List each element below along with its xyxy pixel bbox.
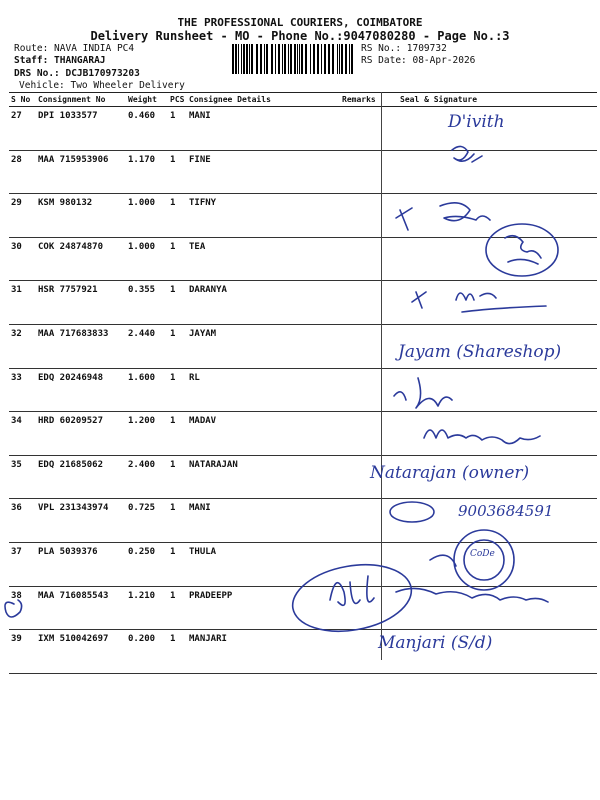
cell-sno: 36 [11, 503, 22, 514]
barcode-bar [235, 44, 237, 74]
cell-weight: 2.400 [128, 459, 156, 470]
signature-row39: Manjari (S/d) [378, 633, 493, 653]
table-row [9, 151, 597, 195]
company-title: THE PROFESSIONAL COURIERS, COIMBATORE [177, 16, 423, 29]
col-seal-signature: Seal & Signature [400, 95, 478, 104]
rs-number: RS No.: 1709732 [361, 43, 447, 54]
cell-sno: 28 [11, 154, 22, 165]
barcode-bar [317, 44, 319, 74]
cell-sno: 30 [11, 241, 22, 252]
barcode-bar [294, 44, 296, 74]
cell-consignment: KSM 980132 [38, 198, 93, 209]
signature-row32: Jayam (Shareshop) [398, 342, 562, 362]
barcode-bar [282, 44, 283, 74]
signature-row36-phone: 9003684591 [458, 502, 554, 520]
cell-weight: 2.440 [128, 328, 156, 339]
cell-consignee: FINE [189, 154, 211, 165]
barcode-bar [275, 44, 276, 74]
cell-weight: 0.725 [128, 503, 156, 514]
barcode-bar [310, 44, 311, 74]
cell-sno: 34 [11, 416, 22, 427]
cell-sno: 37 [11, 546, 22, 557]
cell-sno: 38 [11, 590, 22, 601]
barcode-bar [278, 44, 280, 74]
col-consignment: Consignment No [38, 95, 106, 104]
cell-pcs: 1 [170, 590, 176, 601]
cell-pcs: 1 [170, 459, 176, 470]
cell-weight: 1.200 [128, 416, 156, 427]
cell-weight: 0.200 [128, 634, 156, 645]
cell-sno: 27 [11, 111, 22, 121]
cell-pcs: 1 [170, 328, 176, 339]
cell-weight: 0.460 [128, 111, 156, 121]
cell-consignment: IXM 510042697 [38, 634, 109, 645]
barcode-bar [345, 44, 347, 74]
staff-label: Staff: THANGARAJ [14, 55, 106, 66]
cell-consignee: THULA [189, 546, 217, 557]
cell-weight: 1.000 [128, 198, 156, 209]
cell-pcs: 1 [170, 503, 176, 514]
cell-consignee: RL [189, 372, 200, 383]
signature-row27: D'ivith [448, 112, 505, 132]
cell-consignee: TEA [189, 241, 206, 252]
cell-pcs: 1 [170, 416, 176, 427]
cell-consignee: MANI [189, 503, 211, 514]
col-weight: Weight [128, 95, 157, 104]
cell-consignment: EDQ 21685062 [38, 459, 104, 470]
cell-consignee: MANI [189, 111, 211, 121]
table-row [9, 281, 597, 325]
cell-consignment: PLA 5039376 [38, 546, 98, 557]
cell-sno: 29 [11, 198, 22, 209]
barcode-bar [251, 44, 253, 74]
cell-pcs: 1 [170, 198, 176, 209]
barcode-bar [246, 44, 248, 74]
cell-pcs: 1 [170, 285, 176, 296]
cell-consignment: MAA 717683833 [38, 328, 109, 339]
cell-consignment: VPL 231343974 [38, 503, 109, 514]
table-row [9, 499, 597, 543]
col-pcs: PCS [170, 95, 185, 104]
table-body [9, 107, 597, 674]
barcode-bar [341, 44, 343, 74]
barcode-bar [349, 44, 350, 74]
cell-weight: 1.600 [128, 372, 156, 383]
cell-sno: 31 [11, 285, 22, 296]
runsheet-table [9, 92, 597, 674]
cell-consignee: MANJARI [189, 634, 227, 645]
barcode-bar [305, 44, 307, 74]
cell-consignee: DARANYA [189, 285, 227, 296]
cell-weight: 1.000 [128, 241, 156, 252]
cell-pcs: 1 [170, 241, 176, 252]
barcode-bar [288, 44, 289, 74]
barcode-bar [351, 44, 353, 74]
stamp-row37-text: CoDe [470, 549, 495, 559]
col-consignee: Consignee Details [189, 95, 271, 104]
col-remarks: Remarks [342, 95, 376, 104]
table-row [9, 543, 597, 587]
barcode-bar [249, 44, 250, 74]
cell-pcs: 1 [170, 372, 176, 383]
cell-consignment: COK 24874870 [38, 241, 104, 252]
column-divider [381, 92, 382, 660]
cell-consignment: DPI 1033577 [38, 111, 98, 121]
cell-consignee: MADAV [189, 416, 217, 427]
cell-pcs: 1 [170, 634, 176, 645]
barcode-bar [299, 44, 300, 74]
cell-weight: 0.355 [128, 285, 156, 296]
cell-weight: 0.250 [128, 546, 156, 557]
table-row [9, 107, 597, 151]
cell-pcs: 1 [170, 546, 176, 557]
barcode-bar [301, 44, 303, 74]
barcode-bar [241, 44, 242, 74]
barcode-bar [328, 44, 330, 74]
barcode-bar [313, 44, 315, 74]
route-label: Route: NAVA INDIA PC4 [14, 43, 135, 54]
barcode-bar [290, 44, 292, 74]
cell-pcs: 1 [170, 154, 176, 165]
cell-consignee: PRADEEPP [189, 590, 233, 601]
barcode-bar [232, 44, 234, 74]
col-sno: S No [11, 95, 31, 104]
cell-consignment: HRD 60209527 [38, 416, 104, 427]
cell-consignment: MAA 715953906 [38, 154, 109, 165]
barcode-bar [321, 44, 322, 74]
cell-consignment: HSR 7757921 [38, 285, 98, 296]
barcode-bar [284, 44, 286, 74]
barcode-bar [297, 44, 298, 74]
table-row [9, 587, 597, 631]
cell-sno: 39 [11, 634, 22, 645]
table-header [9, 92, 597, 107]
cell-sno: 35 [11, 459, 22, 470]
cell-sno: 32 [11, 328, 22, 339]
rs-date: RS Date: 08-Apr-2026 [361, 55, 476, 66]
cell-consignment: EDQ 20246948 [38, 372, 104, 383]
table-row [9, 325, 597, 369]
cell-consignee: TIFNY [189, 198, 217, 209]
cell-weight: 1.170 [128, 154, 156, 165]
barcode-bar [332, 44, 334, 74]
cell-pcs: 1 [170, 111, 176, 121]
signature-row35: Natarajan (owner) [370, 463, 530, 483]
barcode-bar [337, 44, 338, 74]
cell-consignee: JAYAM [189, 328, 217, 339]
barcode-bar [260, 44, 262, 74]
table-row [9, 630, 597, 674]
barcode-bar [264, 44, 265, 74]
barcode-bar [266, 44, 268, 74]
barcode [232, 44, 356, 74]
barcode-bar [324, 44, 326, 74]
drs-number: DRS No.: DCJB170973203 [14, 68, 140, 79]
table-row [9, 456, 597, 500]
barcode-bar [243, 44, 245, 74]
cell-consignment: MAA 716085543 [38, 590, 109, 601]
cell-consignee: NATARAJAN [189, 459, 238, 470]
cell-weight: 1.210 [128, 590, 156, 601]
vehicle-label: Vehicle: Two Wheeler Delivery [19, 80, 185, 91]
table-row [9, 238, 597, 282]
barcode-bar [256, 44, 258, 74]
table-row [9, 194, 597, 238]
barcode-bar [339, 44, 340, 74]
barcode-bar [238, 44, 239, 74]
table-row [9, 369, 597, 413]
barcode-bar [271, 44, 273, 74]
table-row [9, 412, 597, 456]
cell-sno: 33 [11, 372, 22, 383]
runsheet-title: Delivery Runsheet - MO - Phone No.:9047080280 - Page No.:3 [90, 29, 510, 43]
